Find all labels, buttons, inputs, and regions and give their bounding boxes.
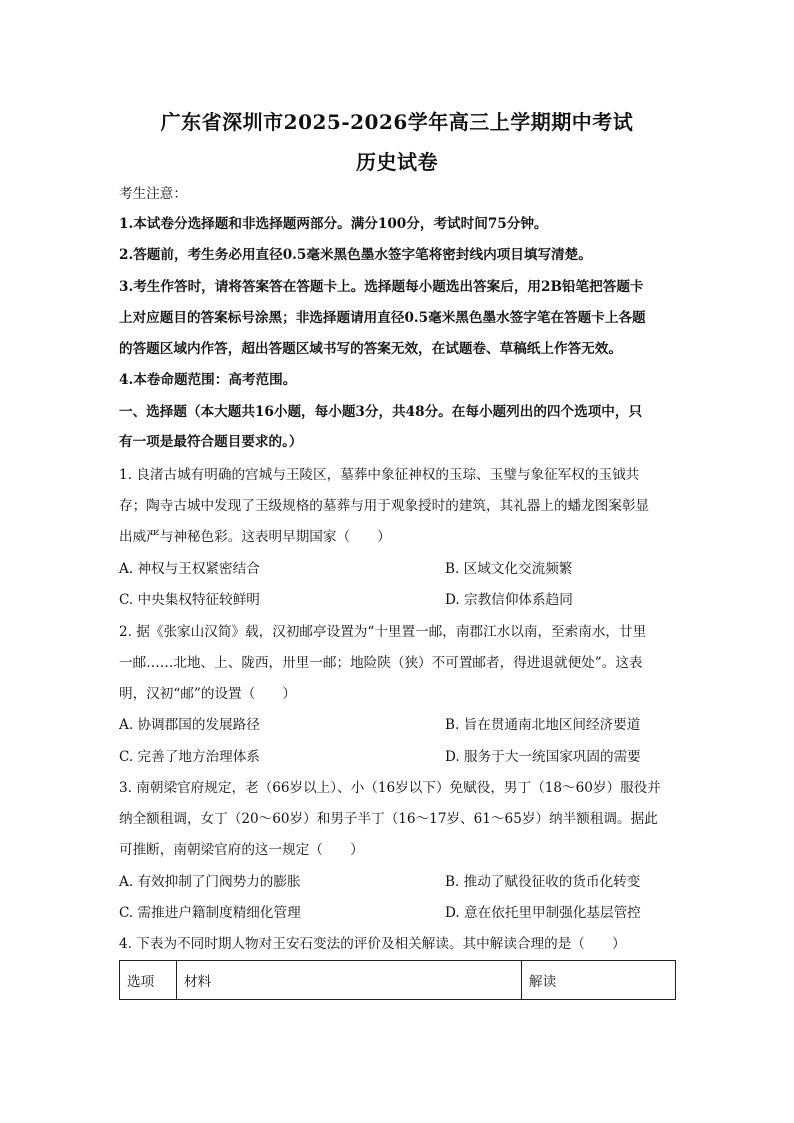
question-2-text: 明，汉初“邮”的设置（ ） (119, 686, 297, 702)
question-1-text: 出威严与神秘色彩。这表明早期国家（ ） (119, 529, 391, 545)
notice-line: 2.答题前，考生务必用直径0.5毫米黑色墨水签字笔将密封线内项目填写清楚。 (119, 247, 592, 263)
table-header-cell: 选项 (120, 961, 177, 1000)
notice-line: 1.本试卷分选择题和非选择题两部分。满分100分，考试时间75分钟。 (119, 216, 548, 232)
section-heading: 一、选择题（本大题共16小题，每小题3分，共48分。在每小题列出的四个选项中，只 (119, 404, 643, 420)
question-2-option-d: D. 服务于大一统国家巩固的需要 (445, 749, 641, 765)
question-2-text: 一邮……北地、上、陇西，卅里一邮；地险陕（狭）不可置邮者，得进退就便处”。这表 (119, 655, 643, 671)
question-4-text: 4. 下表为不同时期人物对王安石变法的评价及相关解读。其中解读合理的是（ ） (119, 936, 626, 952)
question-3-text: 3. 南朝梁官府规定，老（66岁以上）、小（16岁以下）免赋役，男丁（18～60岁）服役并 (119, 780, 661, 796)
exam-subtitle: 历史试卷 (356, 150, 438, 174)
question-1-option-a: A. 神权与王权紧密结合 (119, 561, 260, 577)
question-1-text: 存；陶寺古城中发现了王级规格的墓葬与用于观象授时的建筑，其礼器上的蟠龙图案彰显 (119, 498, 650, 514)
notice-heading: 考生注意： (119, 186, 187, 202)
question-1-option-d: D. 宗教信仰体系趋同 (445, 592, 573, 608)
question-1-option-b: B. 区域文化交流频繁 (445, 561, 573, 577)
section-heading: 有一项是最符合题目要求的。） (119, 434, 303, 450)
question-2-text: 2. 据《张家山汉简》载，汉初邮亭设置为“十里置一邮，南郡江水以南，至索南水，廿里 (119, 624, 647, 640)
notice-line: 4.本卷命题范围：高考范围。 (119, 372, 297, 388)
question-1-option-c: C. 中央集权特征较鲜明 (119, 592, 260, 608)
table-header-row (120, 961, 676, 1000)
question-3-text: 纳全额租调，女丁（20～60岁）和男子半丁（16～17岁、61～65岁）纳半额租调。据此 (119, 811, 658, 827)
question-3-option-b: B. 推动了赋役征收的货币化转变 (445, 874, 641, 890)
exam-title: 广东省深圳市2025-2026学年高三上学期期中考试 (160, 110, 634, 134)
question-3-text: 可推断，南朝梁官府的这一规定（ ） (119, 842, 364, 858)
question-1-text: 1. 良渚古城有明确的宫城与王陵区，墓葬中象征神权的玉琮、玉璧与象征军权的玉钺共 (119, 467, 640, 483)
question-2-option-c: C. 完善了地方治理体系 (119, 749, 260, 765)
question-2-option-b: B. 旨在贯通南北地区间经济要道 (445, 717, 641, 733)
question-2-option-a: A. 协调郡国的发展路径 (119, 717, 260, 733)
table-header-cell: 材料 (177, 961, 522, 1000)
table-header-cell: 解读 (522, 961, 676, 1000)
notice-line: 的答题区域内作答，超出答题区域书写的答案无效，在试题卷、草稿纸上作答无效。 (119, 341, 622, 357)
notice-line: 上对应题目的答案标号涂黑；非选择题请用直径0.5毫米黑色墨水签字笔在答题卡上各题 (119, 310, 646, 326)
question-3-option-c: C. 需推进户籍制度精细化管理 (119, 905, 301, 921)
question-3-option-a: A. 有效抑制了门阀势力的膨胀 (119, 874, 301, 890)
notice-line: 3.考生作答时，请将答案答在答题卡上。选择题每小题选出答案后，用2B铅笔把答题卡 (119, 279, 644, 295)
question-3-option-d: D. 意在依托里甲制强化基层管控 (445, 905, 641, 921)
question-4-table (119, 960, 676, 1000)
